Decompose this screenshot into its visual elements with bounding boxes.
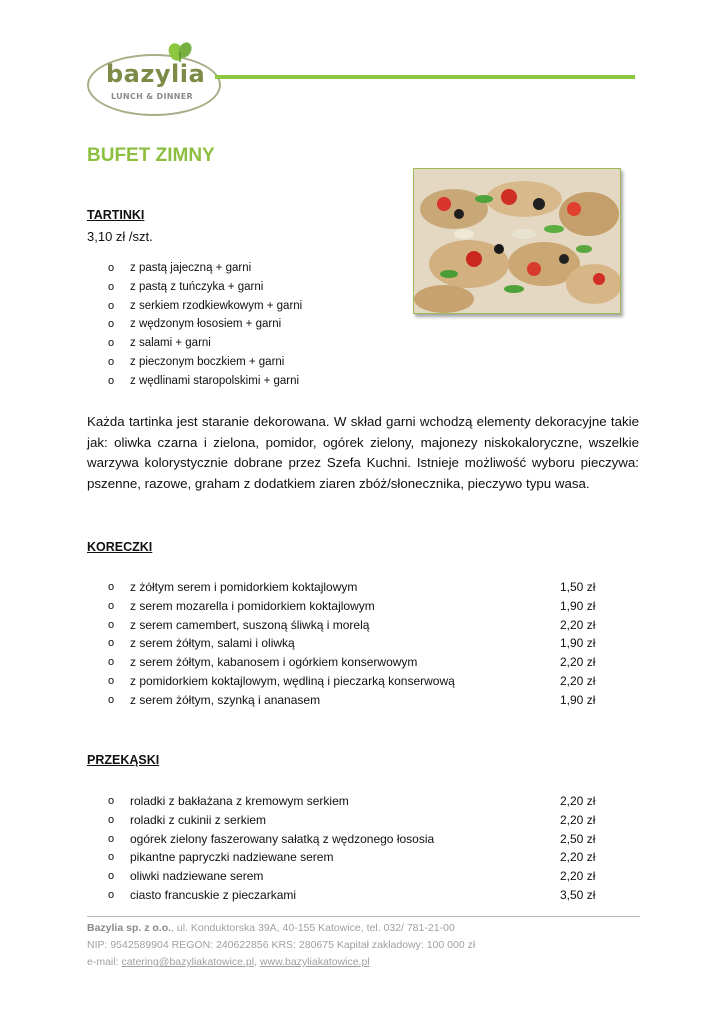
bullet-icon: o [108, 870, 115, 883]
bullet-icon: o [108, 280, 115, 293]
bullet-icon: o [108, 262, 115, 274]
bullet-icon: o [108, 581, 115, 593]
bullet-icon: o [108, 888, 115, 901]
bullet-icon: o [108, 374, 115, 387]
item-price: 1,90 zł [560, 598, 596, 613]
company-logo [87, 54, 221, 116]
email-link[interactable]: catering@bazyliakatowice.pl [121, 956, 255, 968]
page-title: BUFET ZIMNY [87, 145, 215, 166]
bullet-icon: o [108, 693, 115, 706]
item-price: 2,50 zł [560, 831, 596, 846]
canape-image [414, 169, 620, 313]
item-price: 3,50 zł [560, 887, 596, 902]
logo-name: bazylia [106, 60, 206, 88]
logo-tagline: LUNCH & DINNER [111, 92, 193, 101]
footer-divider [87, 916, 640, 917]
tartinki-description: Każda tartinka jest staranie dekorowana. W skład garni wchodzą elementy dekoracyjne takie jak: oliwka czarna i zielona, pomidor, ogórek zielony, majonezy niskokaloryczne, wszelkie warzywa kolorystycznie dobrane przez Szefa Kuchni. Istnieje możliwość wyboru pieczywa: pszenne, razowe, graham z dodatkiem ziaren zbóż/słonecznika, pieczywo typu wasa. [87, 414, 639, 491]
item-price: 2,20 zł [560, 869, 596, 884]
item-price: 2,20 zł [560, 794, 596, 808]
section-heading-przekaski: PRZEKĄSKI [87, 753, 160, 767]
email-label: e-mail: [87, 956, 122, 968]
item-price: 1,90 zł [560, 692, 596, 707]
bullet-icon: o [108, 813, 115, 826]
item-price: 2,20 zł [560, 850, 596, 865]
bullet-icon: o [108, 618, 115, 631]
footer [87, 920, 475, 971]
item-price: 2,20 zł [560, 812, 596, 827]
bullet-icon: o [108, 299, 115, 312]
bullet-icon: o [108, 674, 115, 687]
section-heading-tartinki: TARTINKI [87, 208, 145, 222]
footer-registry: NIP: 9542589904 REGON: 240622856 KRS: 280675 Kapitał zakładowy: 100 000 zł [87, 939, 476, 951]
canape-photo [413, 168, 621, 314]
bullet-icon: o [108, 832, 115, 845]
item-price: 2,20 zł [560, 617, 596, 632]
item-price: 1,90 zł [560, 636, 596, 651]
bullet-icon: o [108, 656, 115, 669]
item-price: 1,50 zł [560, 580, 596, 594]
bullet-icon: o [108, 599, 115, 612]
bullet-icon: o [108, 355, 115, 368]
bullet-icon: o [108, 851, 115, 864]
website-link[interactable]: www.bazyliakatowice.pl [259, 956, 370, 968]
item-price: 2,20 zł [560, 673, 596, 688]
header-divider [215, 75, 635, 79]
footer-address-line [87, 920, 475, 937]
tartinki-price: 3,10 zł /szt. [87, 229, 153, 244]
bullet-icon: o [108, 318, 115, 331]
section-heading-koreczki: KORECZKI [87, 540, 153, 554]
contact-separator: , [254, 956, 260, 968]
bullet-icon: o [108, 795, 115, 807]
company-name: Bazylia sp. z o.o. [87, 922, 172, 934]
bullet-icon: o [108, 637, 115, 650]
company-address: , ul. Konduktorska 39A, 40-155 Katowice, tel. 032/ 781-21-00 [171, 922, 455, 934]
footer-contact-line [87, 954, 475, 971]
item-price: 2,20 zł [560, 655, 596, 670]
bullet-icon: o [108, 337, 115, 350]
basil-leaf-icon [167, 40, 193, 64]
